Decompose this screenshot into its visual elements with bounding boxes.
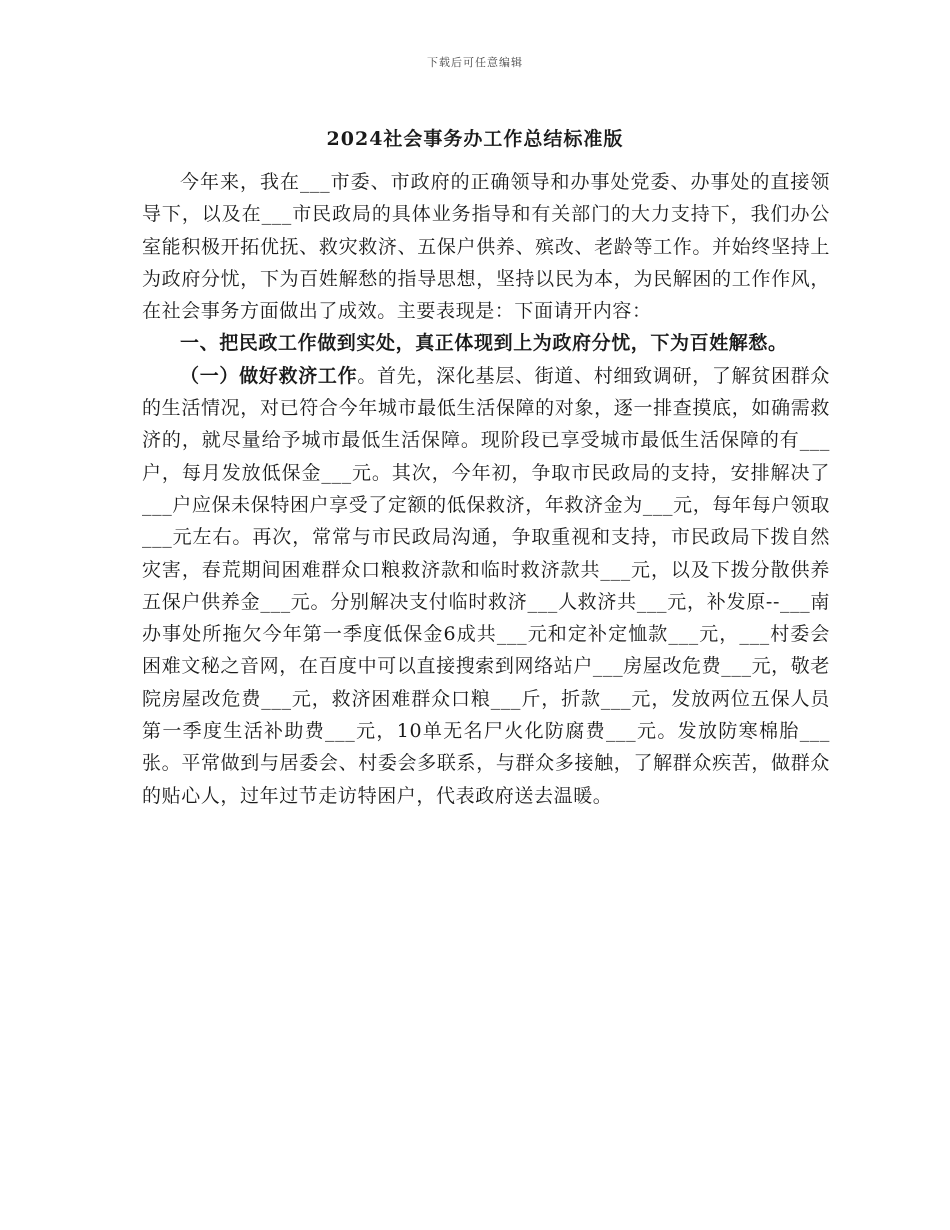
header-note: 下载后可任意编辑 [427, 56, 523, 69]
document-title: 2024社会事务办工作总结标准版 [326, 128, 624, 150]
document-body [142, 166, 830, 812]
subsection-one-paragraph [142, 360, 830, 812]
subsection-one-body: 。首先，深化基层、街道、村细致调研，了解贫困群众的生活情况，对已符合今年城市最低生活保障的对象，逐一排查摸底，如确需救济的，就尽量给予城市最低生活保障。现阶段已享受城市最低生活保障的有___户，每月发放低保金___元。其次，今年初，争取市民政局的支持，安排解决了___户应保未保特困户享受了定额的低保救济，年救济金为___元，每年每户领取___元左右。再次，常常与市民政局沟通，争取重视和支持，市民政局下拨自然灾害，春荒期间困难群众口粮救济款和临时救济款共___元，以及下拨分散供养五保户供养金___元。分别解决支付临时救济___人救济共___元，补发原--___南办事处所拖欠今年第一季度低保金6成共___元和定补定恤款___元，___村委会困难文秘之音网，在百度中可以直接搜索到网络站户___房屋改危费___元，敬老院房屋改危费___元，救济困难群众口粮___斤，折款___元，发放两位五保人员第一季度生活补助费___元，10单无名尸火化防腐费___元。发放防寒棉胎___张。平常做到与居委会、村委会多联系，与群众多接触，了解群众疾苦，做群众的贴心人，过年过节走访特困户，代表政府送去温暖。 [142, 364, 831, 807]
subsection-one-lead: （一）做好救济工作 [180, 364, 358, 387]
section-one-heading: 一、把民政工作做到实处，真正体现到上为政府分忧，下为百姓解愁。 [180, 332, 788, 355]
intro-paragraph: 今年来，我在___市委、市政府的正确领导和办事处党委、办事处的直接领导下，以及在___市民政局的具体业务指导和有关部门的大力支持下，我们办公室能积极开拓优抚、救灾救济、五保户供养、殡改、老龄等工作。并始终坚持上为政府分忧，下为百姓解愁的指导思想，坚持以民为本，为民解困的工作作风，在社会事务方面做出了成效。主要表现是：下面请开内容： [142, 171, 830, 323]
